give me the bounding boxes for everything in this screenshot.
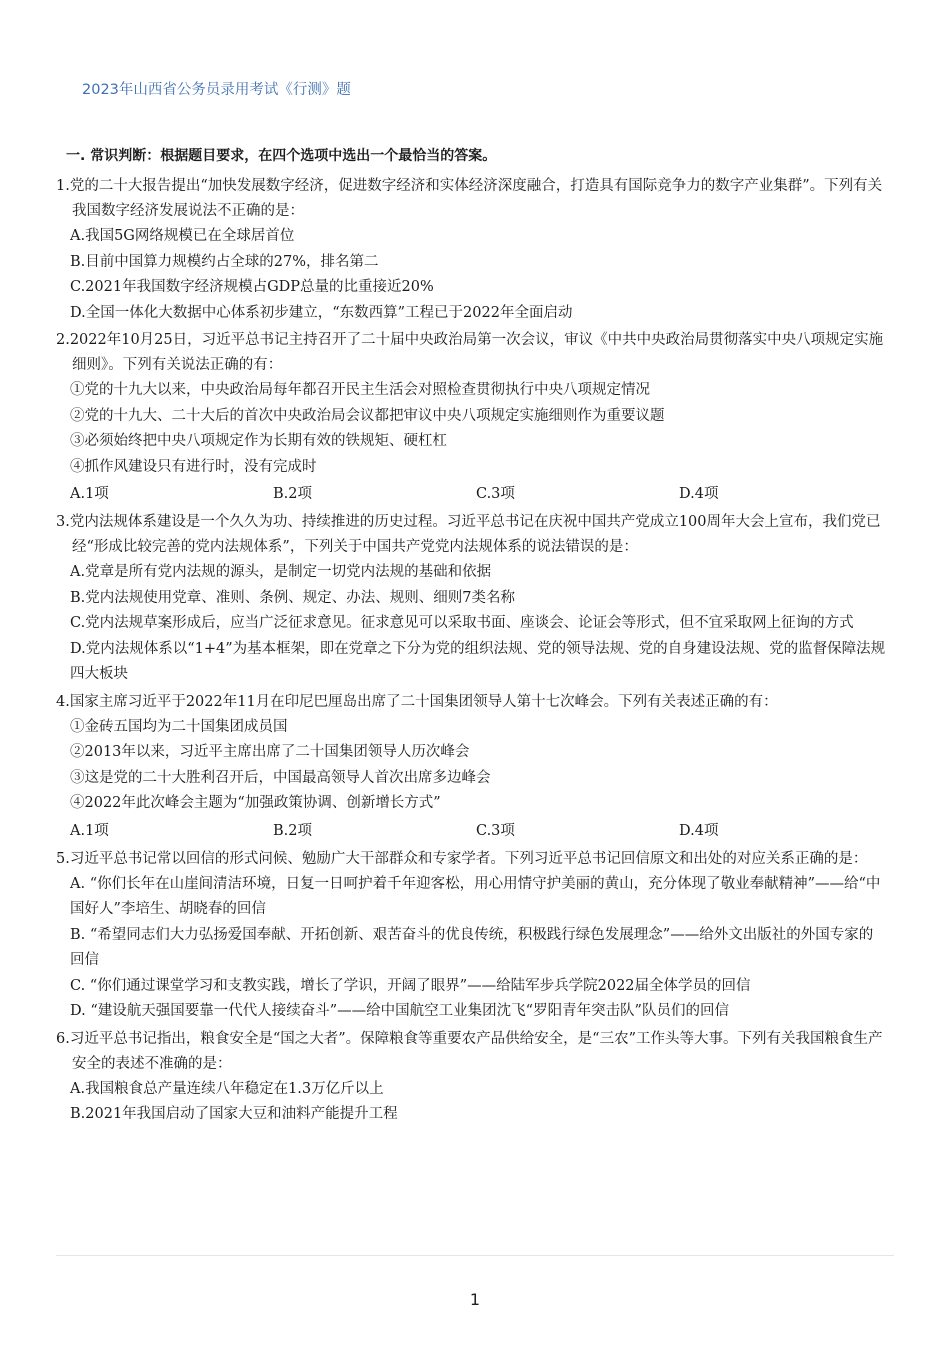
- option-a: A. “你们长年在山崖间清洁环境，日复一日呵护着千年迎客松，用心用情守护美丽的黄山，充分体现了敬业奉献精神”——给“中国好人”李培生、胡晓春的回信: [70, 875, 881, 917]
- question-3: [56, 510, 886, 688]
- question-stem: 5.习近平总书记常以回信的形式问候、勉励广大干部群众和专家学者。下列习近平总书记回信原文和出处的对应关系正确的是：: [56, 850, 868, 867]
- option-b: B.目前中国算力规模约占全球的27%，排名第二: [70, 253, 379, 270]
- option-a: A.我国5G网络规模已在全球居首位: [70, 228, 295, 244]
- statement-3: ③必须始终把中央八项规定作为长期有效的铁规矩、硬杠杠: [70, 433, 447, 449]
- choice-d: D.4项: [679, 822, 719, 839]
- statement-4: ④2022年此次峰会主题为“加强政策协调、创新增长方式”: [70, 795, 441, 811]
- statement-1: ①金砖五国均为二十国集团成员国: [70, 718, 288, 735]
- answer-choices: [56, 480, 886, 508]
- question-2: [56, 328, 886, 508]
- statement-2: ②党的十九大、二十大后的首次中央政治局会议都把审议中央八项规定实施细则作为重要议题: [70, 407, 665, 424]
- option-d: D.党内法规体系以“1+4”为基本框架，即在党章之下分为党的组织法规、党的领导法规、党的自身建设法规、党的监督保障法规四大板块: [70, 640, 886, 682]
- answer-choices: [56, 817, 886, 845]
- choice-a: A.1项: [70, 486, 109, 502]
- footer-divider: [56, 1255, 894, 1256]
- option-b: B.2021年我国启动了国家大豆和油料产能提升工程: [70, 1106, 398, 1122]
- option-a: A.我国粮食总产量连续八年稳定在1.3万亿斤以上: [70, 1080, 384, 1097]
- question-6: [56, 1027, 886, 1128]
- option-a: A.党章是所有党内法规的源头，是制定一切党内法规的基础和依据: [70, 564, 492, 580]
- page-number: 1: [469, 1290, 481, 1309]
- choice-b: B.2项: [273, 822, 312, 839]
- option-c: C. “你们通过课堂学习和支教实践，增长了学识，开阔了眼界”——给陆军步兵学院2022届全体学员的回信: [70, 977, 751, 994]
- statement-3: ③这是党的二十大胜利召开后，中国最高领导人首次出席多边峰会: [70, 769, 491, 786]
- choice-d: D.4项: [679, 486, 719, 502]
- option-d: D. “建设航天强国要靠一代代人接续奋斗”——给中国航空工业集团沈飞“罗阳青年突击队”队员们的回信: [70, 1003, 729, 1019]
- option-c: C.党内法规草案形成后，应当广泛征求意见。征求意见可以采取书面、座谈会、论证会等形式，但不宜采取网上征询的方式: [70, 615, 854, 631]
- section-title: 一. 常识判断：根据题目要求，在四个选项中选出一个最恰当的答案。: [66, 148, 497, 164]
- document-header: 2023年山西省公务员录用考试《行测》题: [82, 82, 351, 98]
- question-stem: 6.习近平总书记指出，粮食安全是“国之大者”。保障粮食等重要农产品供给安全，是“三农”工作头等大事。下列有关我国粮食生产安全的表述不准确的是：: [56, 1030, 883, 1072]
- option-b: B. “希望同志们大力弘扬爱国奉献、开拓创新、艰苦奋斗的优良传统，积极践行绿色发展理念”——给外文出版社的外国专家的回信: [70, 926, 874, 968]
- choice-c: C.3项: [476, 486, 515, 502]
- option-d: D.全国一体化大数据中心体系初步建立，“东数西算”工程已于2022年全面启动: [70, 304, 573, 321]
- question-stem: 1.党的二十大报告提出“加快发展数字经济，促进数字经济和实体经济深度融合，打造具有国际竞争力的数字产业集群”。下列有关我国数字经济发展说法不正确的是：: [56, 178, 883, 219]
- option-b: B.党内法规使用党章、准则、条例、规定、办法、规则、细则7类名称: [70, 589, 515, 606]
- question-4: [56, 690, 886, 845]
- exam-content: [56, 146, 886, 1130]
- question-1: [56, 174, 886, 326]
- statement-4: ④抓作风建设只有进行时，没有完成时: [70, 458, 317, 475]
- statement-1: ①党的十九大以来，中央政治局每年都召开民主生活会对照检查贯彻执行中央八项规定情况: [70, 382, 650, 398]
- choice-b: B.2项: [273, 486, 312, 502]
- question-stem: 3.党内法规体系建设是一个久久为功、持续推进的历史过程。习近平总书记在庆祝中国共产党成立100周年大会上宣布，我们党已经“形成比较完善的党内法规体系”，下列关于中国共产党党内法规体系的说法错误的是：: [56, 514, 881, 555]
- choice-c: C.3项: [476, 822, 515, 839]
- statement-2: ②2013年以来，习近平主席出席了二十国集团领导人历次峰会: [70, 744, 470, 760]
- question-stem: 4.国家主席习近平于2022年11月在印尼巴厘岛出席了二十国集团领导人第十七次峰会。下列有关表述正确的有：: [56, 693, 778, 710]
- choice-a: A.1项: [70, 822, 109, 839]
- option-c: C.2021年我国数字经济规模占GDP总量的比重接近20%: [70, 279, 434, 295]
- question-5: [56, 847, 886, 1025]
- question-stem: 2.2022年10月25日，习近平总书记主持召开了二十届中央政治局第一次会议，审议《中共中央政治局贯彻落实中央八项规定实施细则》。下列有关说法正确的有：: [56, 332, 884, 373]
